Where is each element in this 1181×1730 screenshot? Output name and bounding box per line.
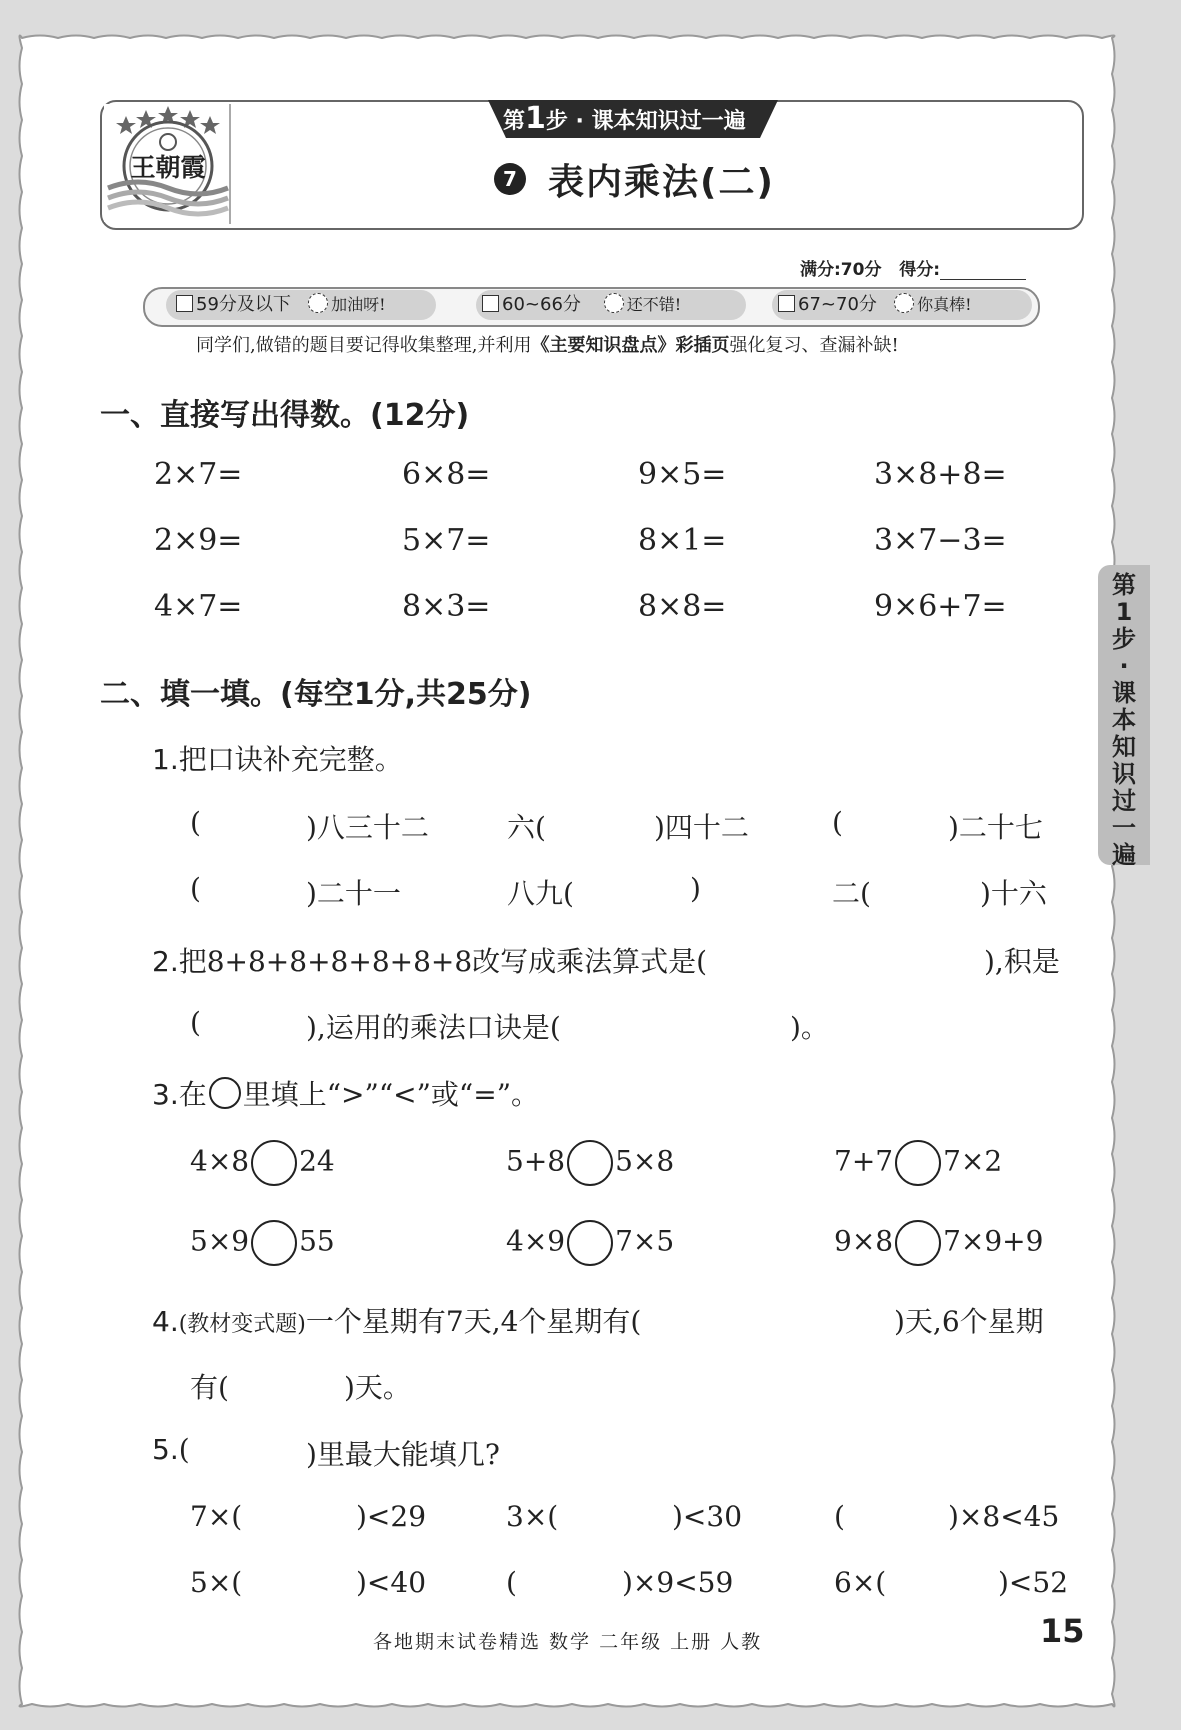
step-tab-number: 1 (525, 101, 546, 136)
step-tab-label (503, 100, 746, 138)
calc-item[interactable]: 6×8= (402, 457, 491, 492)
checkbox-icon[interactable] (778, 295, 795, 312)
compare-circle[interactable] (251, 1140, 297, 1186)
compare-right: 24 (299, 1144, 335, 1178)
compare-right: 7×2 (943, 1144, 1003, 1178)
compare-circle[interactable] (895, 1140, 941, 1186)
cartoon-face-icon (604, 293, 624, 313)
rating-item-2 (482, 290, 681, 320)
question-text: 在 (178, 1078, 207, 1111)
calc-item[interactable]: 3×8+8= (874, 457, 1007, 492)
question-3 (152, 1073, 539, 1113)
compare-item (190, 1220, 335, 1266)
question-text: 里填上“>”“<”或“=”。 (242, 1078, 540, 1111)
question-2-line-1 (152, 940, 707, 980)
rating-range: 67~70分 (798, 294, 877, 315)
lesson-number-badge: 7 (494, 163, 526, 195)
question-2-line-1-end: ),积是 (984, 945, 1060, 978)
rating-cheer: 加油呀! (331, 295, 386, 314)
mnemonic-text: 八九( (507, 877, 574, 910)
calc-item[interactable]: 9×6+7= (874, 589, 1007, 624)
question-4-line-1-end: )天,6个星期 (894, 1305, 1044, 1338)
question-text: 一个星期有7天,4个星期有( (305, 1305, 642, 1338)
inequality-left: 6×( (834, 1566, 887, 1599)
calc-item[interactable]: 8×1= (638, 523, 727, 558)
compare-item (506, 1220, 674, 1266)
compare-left: 9×8 (834, 1224, 894, 1258)
compare-right: 7×5 (615, 1224, 675, 1258)
score-line (800, 255, 1026, 280)
inequality-right: )×8<45 (948, 1500, 1060, 1533)
compare-item (834, 1220, 1043, 1266)
rating-item-1 (176, 290, 386, 320)
circle-icon (209, 1077, 241, 1109)
score-blank[interactable] (940, 261, 1026, 280)
compare-left: 7+7 (834, 1144, 894, 1178)
mnemonic-text: )四十二 (654, 811, 749, 844)
mnemonic-text: 六( (507, 811, 546, 844)
question-1 (152, 738, 403, 778)
inequality-right: )<52 (998, 1566, 1069, 1599)
blank-open: ( (832, 806, 843, 839)
mnemonic-text: )十六 (980, 877, 1047, 910)
question-number: 1. (152, 743, 179, 776)
full-score-label: 满分:70分 (800, 260, 882, 280)
compare-item (506, 1140, 674, 1186)
section-2-title: 二、填一填。(每空1分,共25分) (100, 677, 532, 712)
calc-item[interactable]: 2×9= (154, 523, 243, 558)
question-tag: (教材变式题) (178, 1312, 306, 1337)
compare-right: 5×8 (615, 1144, 675, 1178)
compare-right: 7×9+9 (943, 1224, 1044, 1258)
inequality-left: ( (506, 1566, 517, 1599)
compare-item (834, 1140, 1002, 1186)
calc-item[interactable]: 3×7−3= (874, 523, 1007, 558)
inequality-right: )<29 (356, 1500, 427, 1533)
rating-cheer: 你真棒! (917, 295, 972, 314)
brand-logo (104, 104, 232, 222)
question-number: 4. (152, 1305, 179, 1338)
question-number: 5. (152, 1433, 179, 1466)
blank-open: ( (190, 872, 201, 905)
cartoon-face-icon (894, 293, 914, 313)
study-tip (196, 331, 899, 357)
mnemonic-text: )二十一 (306, 877, 401, 910)
side-tab-label: 第1步·课本知识过一遍 (1112, 571, 1136, 869)
inequality-right: )<40 (356, 1566, 427, 1599)
calc-item[interactable]: 2×7= (154, 457, 243, 492)
got-score-label: 得分: (899, 260, 941, 280)
mnemonic-text: )八三十二 (306, 811, 429, 844)
mnemonic-text: )二十七 (948, 811, 1043, 844)
question-text: ( (178, 1433, 190, 1466)
compare-left: 4×9 (506, 1224, 566, 1258)
inequality-right: )<30 (672, 1500, 743, 1533)
tip-text-2: 强化复习、查漏补缺! (729, 335, 899, 356)
rating-cheer: 还不错! (626, 295, 682, 314)
compare-left: 4×8 (190, 1144, 250, 1178)
blank-close: ) (690, 872, 701, 905)
section-1-title: 一、直接写出得数。(12分) (100, 398, 470, 433)
question-number: 3. (152, 1078, 179, 1111)
compare-circle[interactable] (251, 1220, 297, 1266)
tip-text-bold: 《主要知识盘点》彩插页 (531, 335, 730, 356)
calc-item[interactable]: 8×3= (402, 589, 491, 624)
step-tab-prefix: 第 (503, 109, 526, 134)
logo-divider (229, 104, 231, 224)
page-number: 15 (1040, 1612, 1085, 1650)
question-number: 2. (152, 945, 179, 978)
compare-item (190, 1140, 335, 1186)
rating-range: 59分及以下 (196, 294, 291, 315)
question-text: 把8+8+8+8+8+8+8改写成乘法算式是( (178, 945, 708, 978)
logo-text: 王朝霞 (130, 153, 206, 182)
calc-item[interactable]: 4×7= (154, 589, 243, 624)
step-tab-suffix: 步 · 课本知识过一遍 (545, 109, 746, 134)
question-5-text: )里最大能填几? (306, 1438, 500, 1471)
calc-item[interactable]: 5×7= (402, 523, 491, 558)
inequality-left: 3×( (506, 1500, 559, 1533)
question-4-line-2-start: 有( (190, 1371, 229, 1404)
question-4-line-1 (152, 1300, 641, 1340)
question-text: 把口诀补充完整。 (178, 743, 403, 776)
question-5 (152, 1433, 190, 1466)
question-2-line-2-end: )。 (790, 1011, 829, 1044)
tip-text-1: 同学们,做错的题目要记得收集整理,并利用 (196, 335, 532, 356)
question-2-line-2-start: ( (190, 1006, 201, 1039)
compare-circle[interactable] (567, 1220, 613, 1266)
compare-left: 5×9 (190, 1224, 250, 1258)
rating-item-3 (778, 290, 972, 320)
compare-circle[interactable] (567, 1140, 613, 1186)
checkbox-icon[interactable] (482, 295, 499, 312)
footer-text: 各地期末试卷精选 数学 二年级 上册 人教 (373, 1631, 763, 1653)
lesson-title: 表内乘法(二) (548, 162, 775, 203)
question-4-line-2-end: )天。 (344, 1371, 411, 1404)
inequality-left: ( (834, 1500, 845, 1533)
inequality-left: 5×( (190, 1566, 243, 1599)
compare-right: 55 (299, 1224, 335, 1258)
cartoon-face-icon (308, 293, 328, 313)
calc-item[interactable]: 8×8= (638, 589, 727, 624)
question-2-line-2-mid: ),运用的乘法口诀是( (306, 1011, 561, 1044)
rating-range: 60~66分 (502, 294, 581, 315)
compare-left: 5+8 (506, 1144, 566, 1178)
blank-open: ( (190, 806, 201, 839)
inequality-left: 7×( (190, 1500, 243, 1533)
inequality-right: )×9<59 (622, 1566, 734, 1599)
checkbox-icon[interactable] (176, 295, 193, 312)
calc-item[interactable]: 9×5= (638, 457, 727, 492)
compare-circle[interactable] (895, 1220, 941, 1266)
mnemonic-text: 二( (832, 877, 871, 910)
